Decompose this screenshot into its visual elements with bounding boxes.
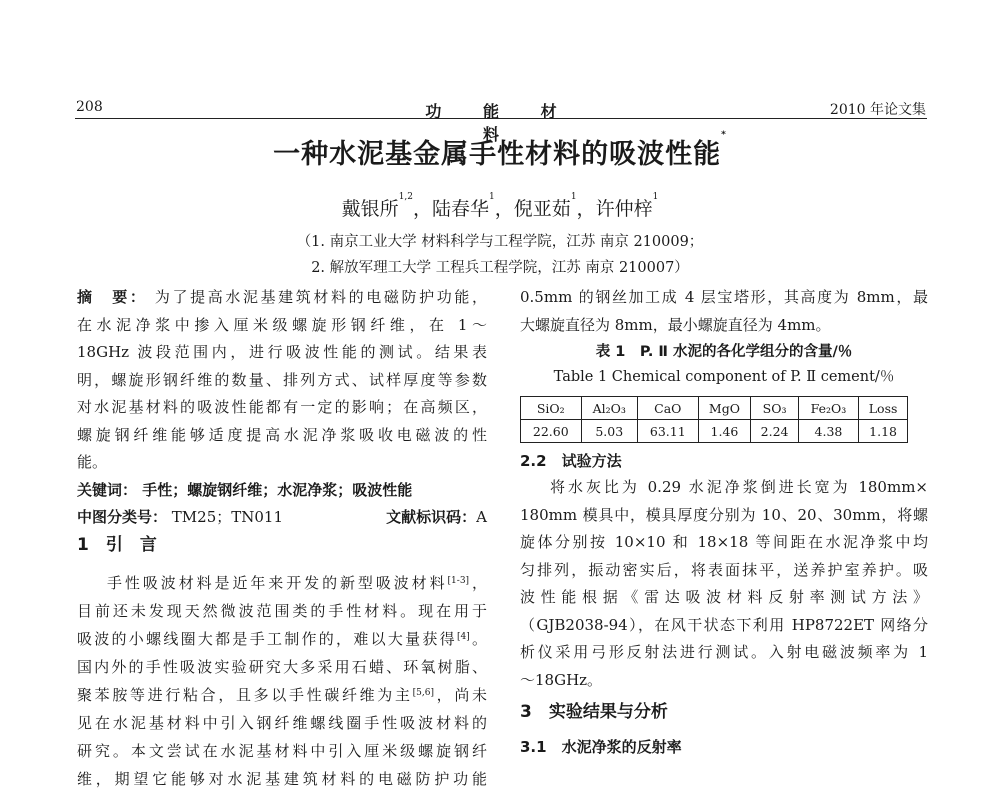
- section-3-1-heading: 3.1 水泥净浆的反射率: [520, 738, 682, 756]
- title-footnote-mark: *: [721, 130, 727, 140]
- table-value-cell: 2.24: [751, 420, 798, 443]
- section-2-2-heading: 2.2 试验方法: [520, 452, 622, 470]
- body-line: 见在水泥基材料中引入钢纤维螺线圈手性吸波材料的: [77, 714, 487, 732]
- body-line: 目前还未发现天然微波范围类的手性材料。现在用于: [77, 602, 487, 620]
- table-value-cell: 1.46: [698, 420, 751, 443]
- abstract-label: 摘 要：: [77, 288, 148, 306]
- header-rule: [75, 118, 927, 119]
- abstract-line: 18GHz 波段范围内，进行吸波性能的测试。结果表: [77, 343, 487, 361]
- author-name: 许仲梓$^1$: [595, 192, 659, 220]
- abstract-line: 对水泥基材料的吸波性能都有一定的影响；在高频区，: [77, 398, 487, 416]
- affiliation-1: （1. 南京工业大学 材料科学与工程学院，江苏 南京 210009；: [296, 234, 704, 250]
- body-line: 聚苯胺等进行粘合，且多以手性碳纤维为主[5,6]，尚未: [77, 686, 487, 704]
- body-line: 匀排列，振动密实后，将表面抹平，送养护室养护。吸: [520, 560, 928, 579]
- citation-mark: [5,6]: [412, 688, 434, 698]
- keywords-label: 关键词：: [77, 480, 138, 499]
- abstract-line: 摘 要： 为了提高水泥基建筑材料的电磁防护功能，: [77, 288, 487, 306]
- keywords: [77, 477, 487, 505]
- body-line: 180mm 模具中，模具厚度分别为 10、20、30mm，将螺: [520, 505, 928, 524]
- body-line: 析仪采用弓形反射法进行测试。入射电磁波频率为 1: [520, 643, 928, 661]
- doc-code-value: A: [476, 508, 487, 526]
- keywords-text: 手性；螺旋钢纤维；水泥净浆；吸波性能: [142, 480, 413, 499]
- classification-value: TM25；TN011: [171, 508, 284, 526]
- abstract-line: 明，螺旋形钢纤维的数量、排列方式、试样厚度等参数: [77, 370, 487, 389]
- author-affiliation-mark: 1: [652, 192, 659, 202]
- table-value-cell: 1.18: [859, 420, 908, 443]
- table-header-cell: Loss: [859, 397, 908, 420]
- abstract: [77, 284, 487, 532]
- body-line: 吸波的小螺线圈大都是手工制作的，难以大量获得[4]。: [77, 630, 487, 648]
- page-number: 208: [76, 99, 103, 115]
- table-header-cell: Fe₂O₃: [798, 397, 858, 420]
- section-1-heading: 1 引 言: [77, 535, 157, 555]
- body-line: 波性能根据《雷达吸波材料反射率测试方法》: [520, 588, 928, 606]
- citation-mark: [4]: [456, 632, 470, 642]
- table-value-cell: 4.38: [798, 420, 858, 443]
- abstract-line: 能。: [77, 453, 108, 471]
- issue-label: 2010 年论文集: [829, 102, 926, 118]
- section-2-2-body: [520, 474, 928, 694]
- body-line: 0.5mm 的钢丝加工成 4 层宝塔形，其高度为 8mm，最: [520, 288, 928, 306]
- body-line: 研究。本文尝试在水泥基材料中引入厘米级螺旋钢纤: [77, 742, 487, 760]
- section-1-body: [77, 569, 487, 793]
- body-line: 维，期望它能够对水泥基建筑材料的电磁防护功能: [77, 770, 487, 788]
- body-line: 国内外的手性吸波实验研究大多采用石蜡、环氧树脂、: [77, 658, 487, 676]
- right-intro: [520, 284, 928, 339]
- table-value-cell: 63.11: [638, 420, 699, 443]
- table-header-cell: SiO₂: [521, 397, 582, 420]
- table-value-row: [521, 420, 908, 443]
- chemical-table: [520, 396, 908, 443]
- table-caption-en: Table 1 Chemical component of P. Ⅱ cement/％: [553, 369, 895, 385]
- classification-label: 中图分类号：: [77, 508, 168, 526]
- body-line: 手性吸波材料是近年来开发的新型吸波材料[1-3]，: [107, 574, 487, 592]
- journal-name: 功 能 材 料: [425, 102, 575, 144]
- body-line: 旋体分别按 10×10 和 18×18 等间距在水泥净浆中均: [520, 533, 928, 551]
- classification: [77, 504, 487, 532]
- author-affiliation-mark: 1: [489, 192, 495, 202]
- body-line: 将水灰比为 0.29 水泥净浆倒进长宽为 180mm×: [550, 478, 928, 496]
- table-caption-cn: 表 1 P. Ⅱ 水泥的各化学组分的含量/％: [595, 344, 853, 360]
- table-value-cell: 5.03: [581, 420, 637, 443]
- table-header-row: [521, 397, 908, 420]
- section-3-heading: 3 实验结果与分析: [520, 702, 668, 722]
- doc-code-label: 文献标识码：: [386, 508, 477, 526]
- body-line: ～18GHz。: [520, 670, 603, 689]
- table-header-cell: MgO: [698, 397, 751, 420]
- table-header-cell: CaO: [638, 397, 699, 420]
- table-header-cell: Al₂O₃: [581, 397, 637, 420]
- author-name: 倪亚茹$^1$: [513, 192, 577, 220]
- abstract-line: 螺旋钢纤维能够适度提高水泥净浆吸收电磁波的性: [77, 425, 487, 444]
- table-header-cell: SO₃: [751, 397, 798, 420]
- body-line: （GJB2038-94），在风干状态下利用 HP8722ET 网络分: [520, 615, 928, 634]
- author-list: 戴银所$^{1,2}$，陆春华$^1$，倪亚茹$^1$，许仲梓$^1$: [341, 192, 659, 220]
- table-value-cell: 22.60: [521, 420, 582, 443]
- affiliation-2: 2. 解放军理工大学 工程兵工程学院，江苏 南京 210007）: [311, 260, 689, 276]
- author-affiliation-mark: 1: [570, 192, 577, 202]
- author-name: 陆春华$^1$: [432, 192, 495, 220]
- body-line: 大螺旋直径为 8mm，最小螺旋直径为 4mm。: [520, 315, 831, 334]
- author-name: 戴银所$^{1,2}$: [341, 192, 414, 220]
- author-affiliation-mark: 1,2: [398, 192, 414, 202]
- abstract-line: 在水泥净浆中掺入厘米级螺旋形钢纤维，在 1～: [77, 315, 487, 334]
- citation-mark: [1-3]: [447, 576, 470, 586]
- paper-title: 一种水泥基金属手性材料的吸波性能*: [273, 130, 727, 170]
